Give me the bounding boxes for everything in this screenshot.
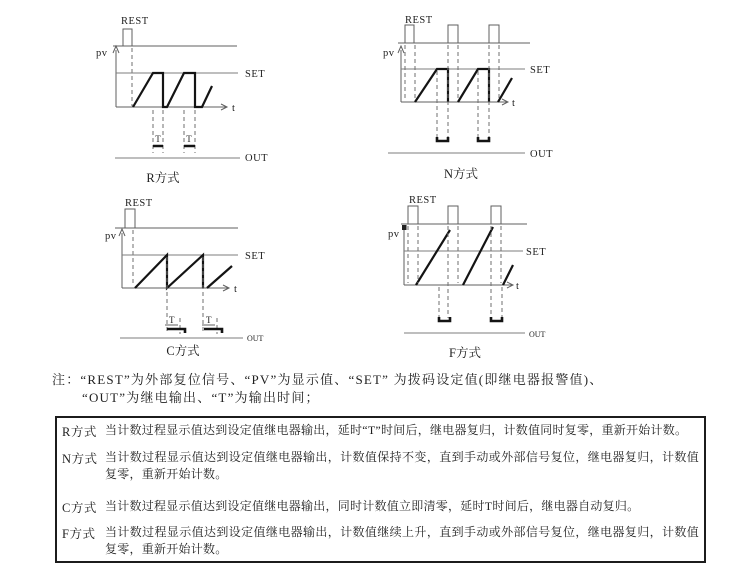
rest-label: REST bbox=[405, 15, 433, 26]
mode-description: 当计数过程显示值达到设定值继电器输出，计数值保持不变，直到手动或外部信号复位，继电器复归，计数值复零，重新开始计数。 bbox=[105, 450, 699, 481]
table-row bbox=[57, 524, 704, 557]
set-label: SET bbox=[526, 247, 547, 258]
pv-waveform bbox=[135, 255, 232, 288]
rest-pulses bbox=[405, 25, 499, 43]
set-label: SET bbox=[530, 65, 551, 76]
out-duration-label-1: T bbox=[169, 315, 175, 325]
set-label: SET bbox=[245, 251, 266, 262]
mode-description: 当计数过程显示值达到设定值继电器输出，计数值继续上升，直到手动或外部信号复位，继电器复归，计数值复零，重新开始计数。 bbox=[105, 525, 699, 556]
legend-note-line2 bbox=[82, 389, 603, 407]
set-label: SET bbox=[245, 69, 266, 80]
t-axis-label: t bbox=[234, 284, 238, 295]
rest-pulse bbox=[125, 209, 135, 228]
pv-axis-label: pv bbox=[388, 229, 400, 240]
t-axis-label: t bbox=[516, 281, 520, 292]
rest-label: REST bbox=[409, 195, 437, 206]
out-label: OUT bbox=[247, 334, 264, 343]
note-line1-text: “REST”为外部复位信号、“PV”为显示值、“SET” 为拨码设定值(即继电器报警值)、 bbox=[80, 372, 604, 387]
pv-axis-label: pv bbox=[383, 48, 395, 59]
t-axis-label: t bbox=[512, 98, 516, 109]
dashed-lines bbox=[408, 226, 502, 318]
diagram-caption: R方式 bbox=[146, 171, 180, 185]
pv-axis-label: pv bbox=[96, 48, 108, 59]
rest-label: REST bbox=[125, 198, 153, 209]
mode-label: C方式 bbox=[62, 501, 97, 515]
table-row bbox=[57, 422, 704, 439]
out-duration-label-1: T bbox=[155, 134, 161, 144]
mode-description: 当计数过程显示值达到设定值继电器输出，同时计数值立即清零，延时T时间后，继电器自动复归。 bbox=[105, 499, 640, 513]
mode-description-table bbox=[55, 416, 706, 563]
table-row bbox=[57, 498, 704, 515]
dashed-lines bbox=[405, 45, 499, 138]
note-line2-text: “OUT”为继电输出、“T”为输出时间； bbox=[82, 390, 320, 405]
rest-pulse bbox=[123, 29, 132, 46]
rest-label: REST bbox=[121, 16, 149, 27]
out-duration-label-2: T bbox=[206, 315, 212, 325]
out-label: OUT bbox=[530, 149, 554, 160]
t-axis-label: t bbox=[232, 103, 236, 114]
out-label: OUT bbox=[245, 153, 269, 164]
mode-label: F方式 bbox=[62, 527, 96, 541]
legend-note-line1 bbox=[52, 371, 603, 389]
legend-note bbox=[52, 371, 603, 407]
out-pulses bbox=[437, 137, 489, 141]
out-label: OUT bbox=[529, 330, 546, 339]
mode-description: 当计数过程显示值达到设定值继电器输出，延时“T”时间后，继电器复归，计数值同时复零，重新开始计数。 bbox=[105, 423, 688, 437]
pv-waveform bbox=[133, 73, 212, 107]
pv-waveform bbox=[415, 69, 512, 102]
pv-axis-arrow-icon bbox=[402, 225, 407, 230]
pv-waveform bbox=[416, 227, 513, 285]
note-prefix: 注： bbox=[52, 372, 81, 387]
out-pulses bbox=[167, 329, 222, 333]
timing-diagram-c-mode bbox=[95, 190, 280, 370]
timing-diagram-r-mode bbox=[90, 10, 290, 190]
diagram-caption: C方式 bbox=[166, 344, 200, 358]
mode-label: N方式 bbox=[62, 452, 98, 466]
timing-diagram-f-mode bbox=[385, 190, 560, 370]
table-row bbox=[57, 449, 704, 482]
out-duration-label-2: T bbox=[186, 134, 192, 144]
pv-axis-label: pv bbox=[105, 231, 117, 242]
mode-label: R方式 bbox=[62, 425, 97, 439]
timing-diagram-n-mode bbox=[380, 10, 555, 190]
diagram-caption: F方式 bbox=[449, 346, 481, 360]
diagram-caption: N方式 bbox=[443, 167, 479, 181]
rest-pulses bbox=[408, 206, 501, 224]
